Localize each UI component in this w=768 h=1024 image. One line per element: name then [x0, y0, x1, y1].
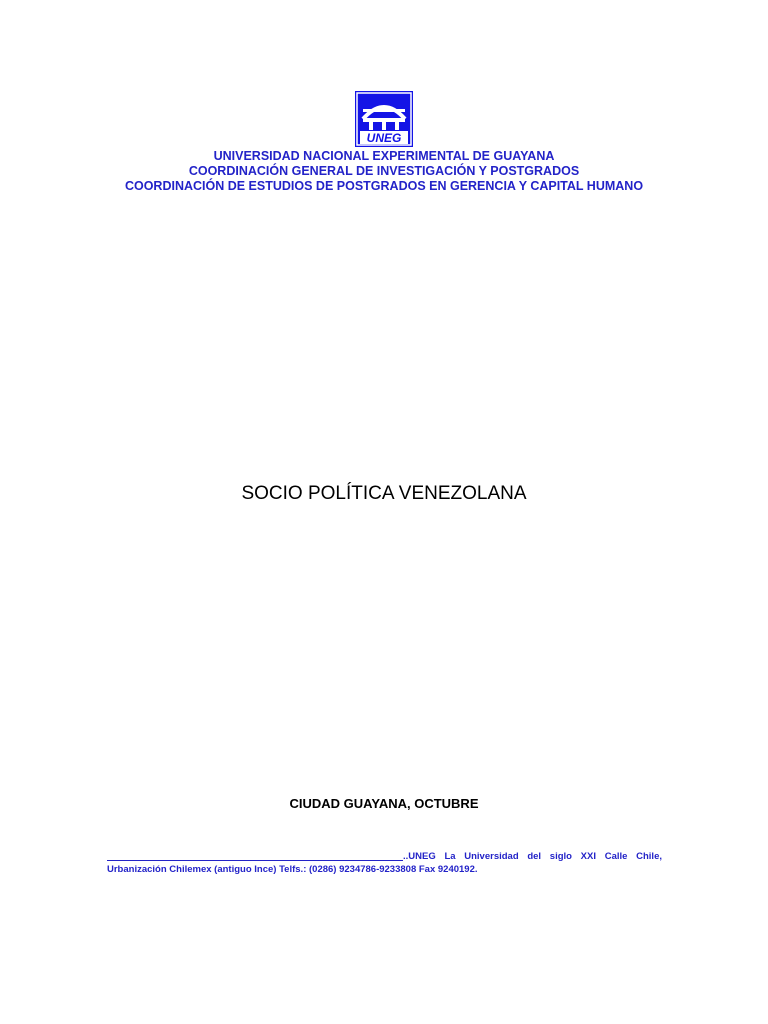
footer — [107, 850, 662, 876]
uneg-logo-icon — [355, 91, 413, 147]
footer-line-1 — [107, 850, 662, 863]
footer-address-1: ..UNEG La Universidad del siglo XXI Calle Chile, — [403, 851, 662, 862]
footer-address-2: Urbanización Chilemex (antiguo Ince) Telfs.: (0286) 9234786-9233808 Fax 9240192. — [107, 864, 478, 875]
coordination-general: COORDINACIÓN GENERAL DE INVESTIGACIÓN Y POSTGRADOS — [188, 164, 580, 178]
institution-header — [0, 149, 768, 194]
uneg-logo — [355, 91, 413, 147]
footer-rule — [107, 860, 403, 861]
document-title: SOCIO POLÍTICA VENEZOLANA — [241, 483, 527, 504]
university-name: UNIVERSIDAD NACIONAL EXPERIMENTAL DE GUAYANA — [213, 149, 555, 163]
place-date: CIUDAD GUAYANA, OCTUBRE — [289, 796, 479, 811]
coordination-postgrad: COORDINACIÓN DE ESTUDIOS DE POSTGRADOS EN GERENCIA Y CAPITAL HUMANO — [124, 179, 644, 193]
logo-text: UNEG — [366, 131, 402, 145]
